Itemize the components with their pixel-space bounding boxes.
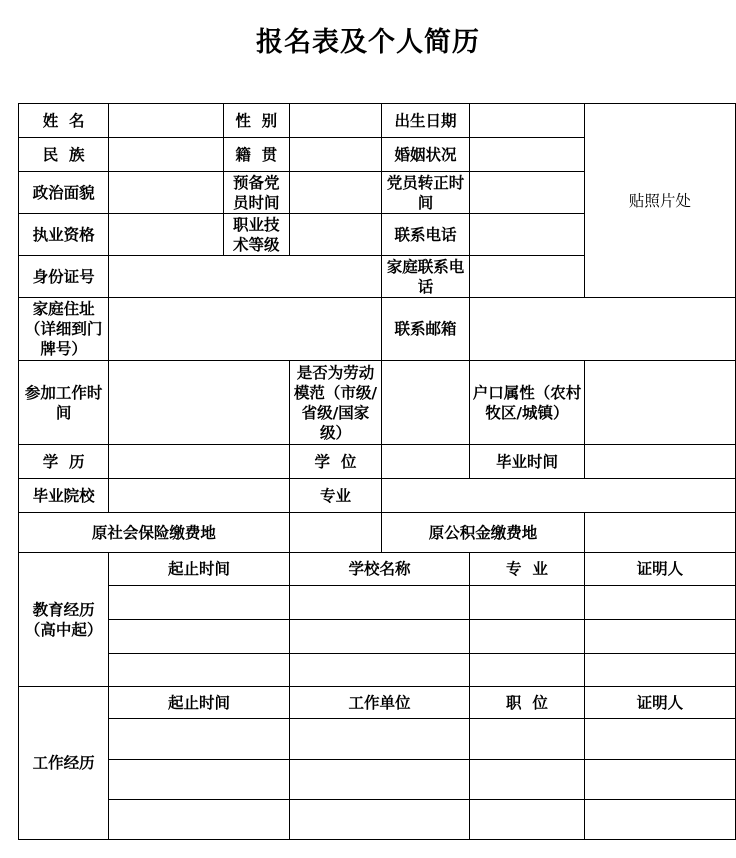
label-political-status: 政治面貌 xyxy=(19,172,109,214)
work-header-employer: 工作单位 xyxy=(289,687,469,719)
work-header-period: 起止时间 xyxy=(109,687,290,719)
field-practice-qualification[interactable] xyxy=(109,214,223,256)
field-housing-fund-place[interactable] xyxy=(584,513,735,553)
work-period-cell[interactable] xyxy=(109,719,290,760)
table-row xyxy=(19,620,736,654)
table-row xyxy=(19,586,736,620)
table-row xyxy=(19,719,736,760)
registration-form-table xyxy=(18,103,736,840)
field-political-status[interactable] xyxy=(109,172,223,214)
work-header-position: 职 位 xyxy=(470,687,585,719)
label-marital-status: 婚姻状况 xyxy=(382,138,470,172)
photo-area[interactable]: 贴照片处 xyxy=(584,104,735,298)
label-graduation-time: 毕业时间 xyxy=(470,445,585,479)
edu-period-cell[interactable] xyxy=(109,654,290,687)
work-position-cell[interactable] xyxy=(470,719,585,760)
table-row xyxy=(19,654,736,687)
edu-major-cell[interactable] xyxy=(470,654,585,687)
field-ethnicity[interactable] xyxy=(109,138,223,172)
work-header-reference: 证明人 xyxy=(584,687,735,719)
edu-major-cell[interactable] xyxy=(470,620,585,654)
work-period-cell[interactable] xyxy=(109,760,290,800)
field-home-address[interactable] xyxy=(109,298,382,361)
edu-reference-cell[interactable] xyxy=(584,654,735,687)
label-housing-fund-place: 原公积金缴费地 xyxy=(382,513,585,553)
label-work-start-time: 参加工作时间 xyxy=(19,361,109,445)
work-period-cell[interactable] xyxy=(109,800,290,840)
label-household-type: 户口属性（农村牧区/城镇） xyxy=(470,361,585,445)
field-gender[interactable] xyxy=(289,104,381,138)
edu-school-cell[interactable] xyxy=(289,586,469,620)
work-position-cell[interactable] xyxy=(470,800,585,840)
label-probationary-party-time: 预备党员时间 xyxy=(223,172,289,214)
field-id-number[interactable] xyxy=(109,256,382,298)
edu-school-cell[interactable] xyxy=(289,654,469,687)
label-school: 毕业院校 xyxy=(19,479,109,513)
field-social-insurance-place[interactable] xyxy=(289,513,381,553)
edu-header-period: 起止时间 xyxy=(109,553,290,586)
table-row xyxy=(19,800,736,840)
field-phone[interactable] xyxy=(470,214,585,256)
label-id-number: 身份证号 xyxy=(19,256,109,298)
edu-reference-cell[interactable] xyxy=(584,620,735,654)
field-birth-date[interactable] xyxy=(470,104,585,138)
label-ethnicity: 民 族 xyxy=(19,138,109,172)
field-family-phone[interactable] xyxy=(470,256,585,298)
label-name: 姓 名 xyxy=(19,104,109,138)
edu-school-cell[interactable] xyxy=(289,620,469,654)
field-model-worker[interactable] xyxy=(382,361,470,445)
field-name[interactable] xyxy=(109,104,223,138)
field-email[interactable] xyxy=(470,298,736,361)
label-home-address: 家庭住址（详细到门牌号） xyxy=(19,298,109,361)
table-row xyxy=(19,760,736,800)
label-practice-qualification: 执业资格 xyxy=(19,214,109,256)
field-full-party-time[interactable] xyxy=(470,172,585,214)
work-reference-cell[interactable] xyxy=(584,719,735,760)
work-employer-cell[interactable] xyxy=(289,719,469,760)
label-email: 联系邮箱 xyxy=(382,298,470,361)
field-major[interactable] xyxy=(382,479,736,513)
work-history-label: 工作经历 xyxy=(19,687,109,840)
label-social-insurance-place: 原社会保险缴费地 xyxy=(19,513,290,553)
field-degree[interactable] xyxy=(382,445,470,479)
field-household-type[interactable] xyxy=(584,361,735,445)
edu-header-school: 学校名称 xyxy=(289,553,469,586)
field-graduation-time[interactable] xyxy=(584,445,735,479)
label-major: 专业 xyxy=(289,479,381,513)
label-full-party-time: 党员转正时间 xyxy=(382,172,470,214)
label-native-place: 籍 贯 xyxy=(223,138,289,172)
page-title: 报名表及个人简历 xyxy=(256,27,480,58)
field-marital-status[interactable] xyxy=(470,138,585,172)
field-native-place[interactable] xyxy=(289,138,381,172)
edu-period-cell[interactable] xyxy=(109,586,290,620)
label-professional-title: 职业技术等级 xyxy=(223,214,289,256)
edu-header-major: 专 业 xyxy=(470,553,585,586)
label-birth-date: 出生日期 xyxy=(382,104,470,138)
label-education: 学 历 xyxy=(19,445,109,479)
label-family-phone: 家庭联系电话 xyxy=(382,256,470,298)
label-degree: 学 位 xyxy=(289,445,381,479)
field-professional-title[interactable] xyxy=(289,214,381,256)
label-model-worker: 是否为劳动模范（市级/省级/国家级） xyxy=(289,361,381,445)
edu-header-reference: 证明人 xyxy=(584,553,735,586)
label-gender: 性 别 xyxy=(223,104,289,138)
education-history-label: 教育经历（高中起） xyxy=(19,553,109,687)
work-employer-cell[interactable] xyxy=(289,800,469,840)
work-employer-cell[interactable] xyxy=(289,760,469,800)
work-position-cell[interactable] xyxy=(470,760,585,800)
label-phone: 联系电话 xyxy=(382,214,470,256)
field-work-start-time[interactable] xyxy=(109,361,290,445)
work-reference-cell[interactable] xyxy=(584,800,735,840)
work-reference-cell[interactable] xyxy=(584,760,735,800)
edu-period-cell[interactable] xyxy=(109,620,290,654)
edu-major-cell[interactable] xyxy=(470,586,585,620)
edu-reference-cell[interactable] xyxy=(584,586,735,620)
field-education[interactable] xyxy=(109,445,290,479)
field-probationary-party-time[interactable] xyxy=(289,172,381,214)
field-school[interactable] xyxy=(109,479,290,513)
